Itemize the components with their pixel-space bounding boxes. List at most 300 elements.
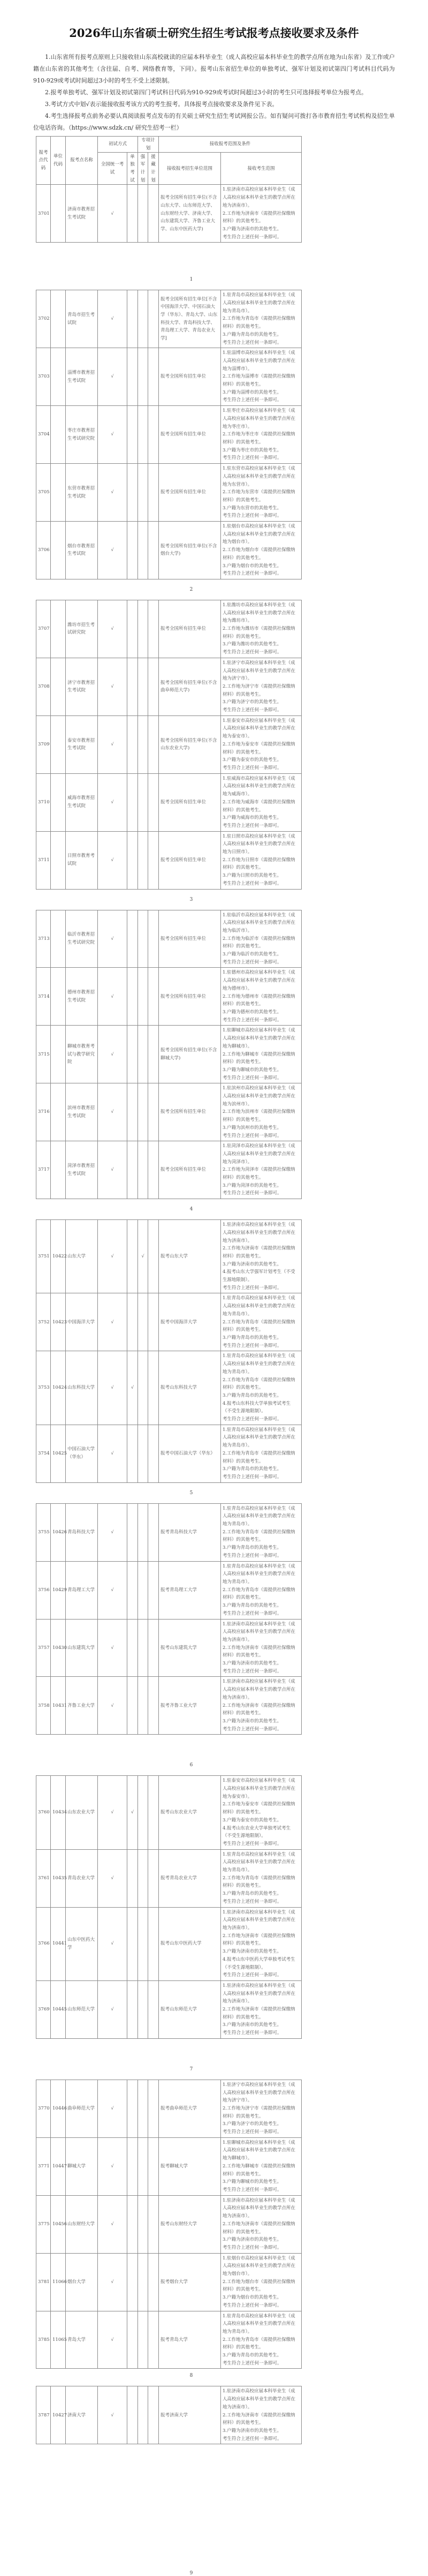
yuanzang-check [148, 2253, 159, 2311]
candidate-condition: 1.驻烟台市高校应届本科毕业生（成人高校应届本科毕业生的教学点所在地为烟台市）。 [223, 2255, 296, 2277]
qiangjun-check: √ [138, 1220, 148, 1293]
unit-code [51, 464, 66, 522]
yuanzang-check [148, 2311, 159, 2369]
unit-scope: 报考全国所有招生单位 [159, 348, 221, 406]
unit-scope: 报考全国所有招生单位(不含聊城大学) [159, 1026, 221, 1083]
candidate-scope [221, 2137, 302, 2195]
site-code: 3785 [36, 2311, 51, 2369]
requirements-table [36, 2080, 302, 2369]
table-row [36, 290, 302, 348]
national-exam-check: √ [98, 1503, 127, 1561]
candidate-condition: 3.户籍为枣庄市的其他考生。 [223, 447, 282, 453]
table-row [36, 715, 302, 773]
candidate-scope [221, 1561, 302, 1619]
candidate-condition: 2.工作地为济宁市（需提供社保缴纳材料）的其他考生。 [223, 2105, 295, 2119]
yuanzang-check [148, 2137, 159, 2195]
single-exam-check [127, 2137, 138, 2195]
candidate-condition: 考生符合上述任何一条即可。 [223, 1668, 282, 1674]
national-exam-check: √ [98, 406, 127, 464]
candidate-condition: 3.户籍为威海市的其他考生。 [223, 815, 282, 821]
unit-scope: 报考全国所有招生单位 [159, 1141, 221, 1199]
candidate-condition: 考生符合上述任何一条即可。 [223, 2187, 282, 2193]
candidate-condition: 3.户籍为济南市的其他考生。 [223, 1718, 282, 1724]
candidate-scope [221, 464, 302, 522]
single-exam-check [127, 773, 138, 831]
site-code: 3781 [36, 2253, 51, 2311]
candidate-condition: 2.工作地为枣庄市（需提供社保缴纳材料）的其他考生。 [223, 432, 295, 445]
table-row [36, 1980, 302, 2038]
unit-scope: 报考山东师范大学 [159, 1980, 221, 2038]
unit-code: 11066 [51, 2253, 66, 2311]
site-code: 3702 [36, 290, 51, 348]
site-name: 东营市教育招生考试院 [66, 464, 98, 522]
table-row [36, 773, 302, 831]
site-code: 3705 [36, 464, 51, 522]
qiangjun-check [138, 1425, 148, 1482]
unit-code: 10425 [51, 1425, 66, 1482]
candidate-scope [221, 1503, 302, 1561]
candidate-condition: 3.户籍为青岛市的其他考生。 [223, 2353, 282, 2359]
qiangjun-check [138, 600, 148, 658]
requirements-table [36, 2386, 302, 2444]
national-exam-check: √ [98, 348, 127, 406]
header-candidate-scope: 接收考生范围 [221, 153, 302, 185]
table-row [36, 2137, 302, 2195]
national-exam-check: √ [98, 1561, 127, 1619]
candidate-condition: 1.驻济宁市高校应届本科毕业生（成人高校应届本科毕业生的教学点所在地为济宁市）。 [223, 2082, 296, 2104]
site-name: 济南市教育招生考试院 [66, 185, 98, 243]
candidate-condition: 考生符合上述任何一条即可。 [223, 455, 282, 461]
candidate-condition: 3.户籍为青岛市的其他考生。 [223, 1545, 282, 1551]
national-exam-check: √ [98, 1083, 127, 1141]
table-row [36, 1141, 302, 1199]
yuanzang-check [148, 968, 159, 1026]
table-page [36, 1219, 301, 1483]
yuanzang-check [148, 348, 159, 406]
site-code: 3711 [36, 831, 51, 889]
requirements-table [36, 1775, 302, 2039]
candidate-condition: 2.工作地为济南市（需提供社保缴纳材料）的其他考生。 [223, 1933, 295, 1947]
site-name: 德州市教育招生考试院 [66, 968, 98, 1026]
unit-scope: 报考齐鲁工业大学 [159, 1677, 221, 1735]
unit-scope: 报考中国石油大学（华东） [159, 1425, 221, 1482]
header-unit-code: 单位代码 [51, 137, 66, 185]
requirements-table [36, 600, 302, 890]
yuanzang-check [148, 1849, 159, 1907]
candidate-condition: 2.工作地为济南市（需提供社保缴纳材料）的其他考生。 [223, 2221, 295, 2235]
single-exam-check [127, 1561, 138, 1619]
table-row [36, 1220, 302, 1293]
site-code: 3757 [36, 1619, 51, 1677]
candidate-condition: 1.驻济南市高校应届本科毕业生（成人高校应届本科毕业生的教学点所在地为济南市）。 [223, 187, 296, 208]
single-exam-check [127, 1083, 138, 1141]
candidate-condition: 3.户籍为日照市的其他考生。 [223, 873, 282, 879]
candidate-condition: 3.户籍为济南市的其他考生。 [223, 226, 282, 232]
unit-scope: 报考全国所有招生单位(不含曲阜师范大学) [159, 658, 221, 715]
table-row [36, 658, 302, 715]
qiangjun-check [138, 1907, 148, 1980]
qiangjun-check [138, 406, 148, 464]
table-page [36, 136, 301, 243]
qiangjun-check [138, 1561, 148, 1619]
site-name: 济南大学 [66, 2386, 98, 2444]
yuanzang-check [148, 715, 159, 773]
table-row [36, 406, 302, 464]
site-name: 菏泽市教育招生考试院 [66, 1141, 98, 1199]
site-code: 3754 [36, 1425, 51, 1482]
candidate-condition: 考生符合上述任何一条即可。 [223, 1343, 282, 1349]
table-row [36, 1849, 302, 1907]
table-page [36, 910, 301, 1200]
table-page [36, 290, 301, 579]
national-exam-check: √ [98, 522, 127, 579]
yuanzang-check [148, 1425, 159, 1482]
candidate-condition: 3.户籍为淄博市的其他考生。 [223, 389, 282, 395]
unit-code [51, 658, 66, 715]
unit-scope: 报考全国所有招生单位 [159, 910, 221, 968]
yuanzang-check [148, 1561, 159, 1619]
national-exam-check: √ [98, 1220, 127, 1293]
candidate-condition: 1.驻青岛市高校应届本科毕业生（成人高校应届本科毕业生的教学点所在地为青岛市）。 [223, 2313, 296, 2334]
site-code: 3713 [36, 910, 51, 968]
notes-section [33, 51, 395, 134]
unit-scope: 报考中国海洋大学 [159, 1293, 221, 1351]
candidate-condition: 考生符合上述任何一条即可。 [223, 823, 282, 828]
candidate-scope [221, 910, 302, 968]
yuanzang-check [148, 1776, 159, 1849]
candidate-scope [221, 968, 302, 1026]
single-exam-check [127, 1220, 138, 1293]
yuanzang-check [148, 1351, 159, 1425]
site-name: 山东大学 [66, 1220, 98, 1293]
candidate-scope [221, 2253, 302, 2311]
candidate-condition: 2.工作地为聊城市（需提供社保缴纳材料）的其他考生。 [223, 2163, 295, 2177]
single-exam-check [127, 185, 138, 243]
candidate-condition: 1.驻菏泽市高校应届本科毕业生（成人高校应届本科毕业生的教学点所在地为菏泽市）。 [223, 1143, 296, 1165]
yuanzang-check [148, 1503, 159, 1561]
site-code: 3766 [36, 1907, 51, 1980]
qiangjun-check [138, 1141, 148, 1199]
table-page [36, 1503, 301, 1735]
national-exam-check: √ [98, 715, 127, 773]
table-row [36, 1503, 302, 1561]
single-exam-check [127, 2080, 138, 2137]
unit-code: 10445 [51, 1980, 66, 2038]
yuanzang-check [148, 1083, 159, 1141]
unit-scope: 报考烟台大学 [159, 2253, 221, 2311]
candidate-condition: 考生符合上述任何一条即可。 [223, 1075, 282, 1081]
table-row [36, 1083, 302, 1141]
table-row [36, 910, 302, 968]
candidate-condition: 2.工作地为威海市（需提供社保缴纳材料）的其他考生。 [223, 799, 295, 813]
candidate-scope [221, 1677, 302, 1735]
page-number: 8 [189, 2373, 193, 2379]
national-exam-check: √ [98, 2195, 127, 2253]
site-name: 临沂市教育招生考试研究院 [66, 910, 98, 968]
national-exam-check: √ [98, 2386, 127, 2444]
site-name: 青岛市招生考试院 [66, 290, 98, 348]
candidate-scope [221, 1849, 302, 1907]
unit-scope: 报考全国所有招生单位 [159, 831, 221, 889]
unit-scope: 报考全国所有招生单位 [159, 1083, 221, 1141]
candidate-condition: 2.工作地为青岛市（需提供社保缴纳材料）的其他考生。 [223, 2337, 295, 2351]
candidate-scope [221, 1980, 302, 2038]
page-number: 9 [189, 2571, 193, 2576]
candidate-condition: 考生符合上述任何一条即可。 [223, 397, 282, 403]
candidate-condition: 3.户籍为烟台市的其他考生。 [223, 563, 282, 569]
unit-scope: 报考山东中医药大学 [159, 1907, 221, 1980]
site-code: 3709 [36, 715, 51, 773]
yuanzang-check [148, 1677, 159, 1735]
candidate-condition: 2.工作地为青岛市（需提供社保缴纳材料）的其他考生。 [223, 1377, 295, 1391]
national-exam-check: √ [98, 1907, 127, 1980]
site-name: 滨州市教育招生考试院 [66, 1083, 98, 1141]
site-name: 枣庄市教育招生考试研究院 [66, 406, 98, 464]
candidate-condition: 2.工作地为青岛市（需提供社保缴纳材料）的其他考生。 [223, 316, 295, 330]
yuanzang-check [148, 658, 159, 715]
candidate-condition: 1.驻淄博市高校应届本科毕业生（成人高校应届本科毕业生的教学点所在地为淄博市）。 [223, 350, 296, 372]
table-row [36, 2386, 302, 2444]
candidate-scope [221, 600, 302, 658]
document-title: 2026年山东省硕士研究生招生考试报考点接收要求及条件 [69, 26, 359, 40]
unit-code [51, 406, 66, 464]
requirements-table [36, 910, 302, 1200]
unit-code: 10447 [51, 2137, 66, 2195]
unit-code [51, 715, 66, 773]
site-name: 中国海洋大学 [66, 1293, 98, 1351]
candidate-condition: 3.户籍为济宁市的其他考生。 [223, 699, 282, 705]
yuanzang-check [148, 522, 159, 579]
qiangjun-check [138, 2253, 148, 2311]
unit-code: 10441 [51, 1907, 66, 1980]
unit-code [51, 968, 66, 1026]
candidate-condition: 2.工作地为淄博市（需提供社保缴纳材料）的其他考生。 [223, 374, 295, 388]
site-code: 3701 [36, 185, 51, 243]
table-page [36, 1775, 301, 2039]
candidate-condition: 2.工作地为滨州市（需提供社保缴纳材料）的其他考生。 [223, 1109, 295, 1123]
site-name: 聊城市教育考试与教学研究院 [66, 1026, 98, 1083]
candidate-condition: 考生符合上述任何一条即可。 [223, 1726, 282, 1732]
table-row [36, 522, 302, 579]
yuanzang-check [148, 464, 159, 522]
candidate-scope [221, 290, 302, 348]
qiangjun-check [138, 2311, 148, 2369]
qiangjun-check [138, 348, 148, 406]
national-exam-check: √ [98, 1141, 127, 1199]
single-exam-check [127, 1141, 138, 1199]
candidate-condition: 2.工作地为烟台市（需提供社保缴纳材料）的其他考生。 [223, 547, 295, 561]
yuanzang-check [148, 2195, 159, 2253]
qiangjun-check [138, 2137, 148, 2195]
note-3: 3.考试方式中划√表示能接收报考该方式的考生报考。具体报考点接收要求及条件见下表。 [45, 101, 278, 108]
yuanzang-check [148, 1220, 159, 1293]
qiangjun-check [138, 290, 148, 348]
candidate-condition: 3.户籍为菏泽市的其他考生。 [223, 1182, 282, 1188]
unit-code [51, 1026, 66, 1083]
table-row [36, 185, 302, 243]
candidate-condition: 2.工作地为青岛市（需提供社保缴纳材料）的其他考生。 [223, 1450, 295, 1464]
candidate-condition: 2.工作地为济南市（需提供社保缴纳材料）的其他考生。 [223, 1645, 295, 1659]
candidate-condition: 1.驻威海市高校应届本科毕业生（成人高校应届本科毕业生的教学点所在地为威海市）。 [223, 775, 296, 797]
site-name: 齐鲁工业大学 [66, 1677, 98, 1735]
site-name: 青岛理工大学 [66, 1561, 98, 1619]
national-exam-check: √ [98, 2080, 127, 2137]
yuanzang-check [148, 1907, 159, 1980]
unit-code [51, 348, 66, 406]
unit-scope: 报考山东财经大学 [159, 2195, 221, 2253]
unit-scope: 报考全国所有招生单位(不含烟台大学) [159, 522, 221, 579]
national-exam-check: √ [98, 658, 127, 715]
single-exam-check [127, 658, 138, 715]
candidate-condition: 3.户籍为济南市的其他考生。 [223, 2237, 282, 2243]
candidate-condition: 1.驻济南市高校应届本科毕业生（成人高校应届本科毕业生的教学点所在地为济南市）。 [223, 2197, 296, 2219]
site-code: 3751 [36, 1220, 51, 1293]
candidate-condition: 3.户籍为济南市的其他考生。 [223, 2022, 282, 2028]
candidate-condition: 2.工作地为日照市（需提供社保缴纳材料）的其他考生。 [223, 857, 295, 871]
unit-code [51, 910, 66, 968]
national-exam-check: √ [98, 2253, 127, 2311]
site-code: 3717 [36, 1141, 51, 1199]
unit-code [51, 522, 66, 579]
candidate-condition: 考生符合上述任何一条即可。 [223, 2436, 282, 2442]
site-code: 3753 [36, 1351, 51, 1425]
table-row [36, 968, 302, 1026]
national-exam-check: √ [98, 464, 127, 522]
page-number: 5 [189, 1490, 193, 1496]
site-name: 威海市教育招生考试院 [66, 773, 98, 831]
yuanzang-check [148, 1026, 159, 1083]
candidate-condition: 1.驻青岛市高校应届本科毕业生（成人高校应届本科毕业生的教学点所在地为青岛市）。 [223, 1505, 296, 1527]
candidate-condition: 2.工作地为临沂市（需提供社保缴纳材料）的其他考生。 [223, 936, 295, 950]
candidate-scope [221, 2386, 302, 2444]
qiangjun-check [138, 1351, 148, 1425]
qiangjun-check [138, 185, 148, 243]
site-code: 3760 [36, 1776, 51, 1849]
candidate-scope [221, 831, 302, 889]
single-exam-check [127, 290, 138, 348]
unit-code: 10429 [51, 1561, 66, 1619]
candidate-condition: 2.工作地为东营市（需提供社保缴纳材料）的其他考生。 [223, 489, 295, 503]
table-row [36, 1619, 302, 1677]
table-pages [0, 136, 428, 2576]
candidate-scope [221, 522, 302, 579]
national-exam-check: √ [98, 1425, 127, 1482]
candidate-condition: 1.驻青岛市高校应届本科毕业生（成人高校应届本科毕业生的教学点所在地为青岛市）。 [223, 1295, 296, 1317]
candidate-condition: 考生符合上述任何一条即可。 [223, 2360, 282, 2366]
table-page [36, 2386, 301, 2444]
qiangjun-check [138, 968, 148, 1026]
national-exam-check: √ [98, 831, 127, 889]
header-code: 报考点代码 [36, 137, 51, 185]
candidate-scope [221, 348, 302, 406]
national-exam-check: √ [98, 2311, 127, 2369]
candidate-scope [221, 2311, 302, 2369]
site-name: 青岛农业大学 [66, 1849, 98, 1907]
candidate-condition: 1.驻青岛市高校应届本科毕业生（成人高校应届本科毕业生的教学点所在地为青岛市）。 [223, 1427, 296, 1449]
candidate-condition: 2.工作地为济宁市（需提供社保缴纳材料）的其他考生。 [223, 683, 295, 697]
site-code: 3704 [36, 406, 51, 464]
unit-code [51, 1083, 66, 1141]
candidate-condition: 1.驻济南市高校应届本科毕业生（成人高校应届本科毕业生的教学点所在地为济南市）。 [223, 1679, 296, 1700]
unit-scope: 报考全国所有招生单位 [159, 464, 221, 522]
site-code: 3710 [36, 773, 51, 831]
candidate-condition: 2.工作地为聊城市（需提供社保缴纳材料）的其他考生。 [223, 1051, 295, 1065]
unit-scope: 报考济南大学 [159, 2386, 221, 2444]
site-name: 潍坊市招生考试研究院 [66, 600, 98, 658]
candidate-condition: 3.户籍为东营市的其他考生。 [223, 505, 282, 511]
site-code: 3755 [36, 1503, 51, 1561]
qiangjun-check [138, 1619, 148, 1677]
requirements-table [36, 1503, 302, 1735]
candidate-condition: 3.户籍为青岛市的其他考生。 [223, 332, 282, 337]
single-exam-check [127, 1849, 138, 1907]
candidate-condition: 考生符合上述任何一条即可。 [223, 1610, 282, 1616]
yuanzang-check [148, 2386, 159, 2444]
unit-code: 10427 [51, 2386, 66, 2444]
yuanzang-check [148, 1293, 159, 1351]
site-name: 聊城大学 [66, 2137, 98, 2195]
site-code: 3775 [36, 2195, 51, 2253]
single-exam-check [127, 2253, 138, 2311]
candidate-condition: 2.工作地为潍坊市（需提供社保缴纳材料）的其他考生。 [223, 626, 295, 639]
candidate-condition: 考生符合上述任何一条即可。 [223, 959, 282, 965]
yuanzang-check [148, 831, 159, 889]
unit-scope: 报考山东建筑大学 [159, 1619, 221, 1677]
candidate-condition: 1.驻聊城市高校应届本科毕业生（成人高校应届本科毕业生的教学点所在地为聊城市）。 [223, 2140, 296, 2161]
national-exam-check: √ [98, 1776, 127, 1849]
single-exam-check [127, 910, 138, 968]
national-exam-check: √ [98, 600, 127, 658]
candidate-condition: 考生符合上述任何一条即可。 [223, 1285, 282, 1291]
single-exam-check [127, 968, 138, 1026]
candidate-condition: 1.驻泰安市高校应届本科毕业生（成人高校应届本科毕业生的教学点所在地为泰安市）。 [223, 718, 296, 740]
table-row [36, 831, 302, 889]
site-name: 淄博市教育招生考试院 [66, 348, 98, 406]
candidate-condition: 2.工作地为济南市（需提供社保缴纳材料）的其他考生。 [223, 2412, 295, 2426]
page-number: 4 [189, 1207, 193, 1212]
single-exam-check [127, 831, 138, 889]
national-exam-check: √ [98, 185, 127, 243]
table-row [36, 1351, 302, 1425]
candidate-condition: 3.户籍为聊城市的其他考生。 [223, 1067, 282, 1073]
candidate-condition: 3.户籍为潍坊市的其他考生。 [223, 642, 282, 647]
candidate-condition: 3.户籍为泰安市的其他考生。 [223, 757, 282, 763]
unit-code [51, 600, 66, 658]
candidate-scope [221, 1619, 302, 1677]
site-name: 山东科技大学 [66, 1351, 98, 1425]
candidate-condition: 1.驻济南市高校应届本科毕业生（成人高校应届本科毕业生的教学点所在地为济南市）。 [223, 1909, 296, 1931]
single-exam-check [127, 1503, 138, 1561]
qiangjun-check [138, 715, 148, 773]
national-exam-check: √ [98, 910, 127, 968]
qiangjun-check [138, 831, 148, 889]
single-exam-check [127, 1026, 138, 1083]
candidate-condition: 3.户籍为青岛市的其他考生。 [223, 1466, 282, 1472]
qiangjun-check [138, 1849, 148, 1907]
single-exam-check [127, 2386, 138, 2444]
candidate-condition: 考生符合上述任何一条即可。 [223, 340, 282, 345]
national-exam-check: √ [98, 1849, 127, 1907]
unit-scope: 报考曲阜师范大学 [159, 2080, 221, 2137]
site-code: 3761 [36, 1849, 51, 1907]
single-exam-check [127, 522, 138, 579]
candidate-condition: 考生符合上述任何一条即可。 [223, 513, 282, 519]
unit-code: 10434 [51, 1776, 66, 1849]
site-code: 3770 [36, 2080, 51, 2137]
candidate-condition: 考生符合上述任何一条即可。 [223, 1899, 282, 1904]
table-row [36, 464, 302, 522]
site-code: 3771 [36, 2137, 51, 2195]
